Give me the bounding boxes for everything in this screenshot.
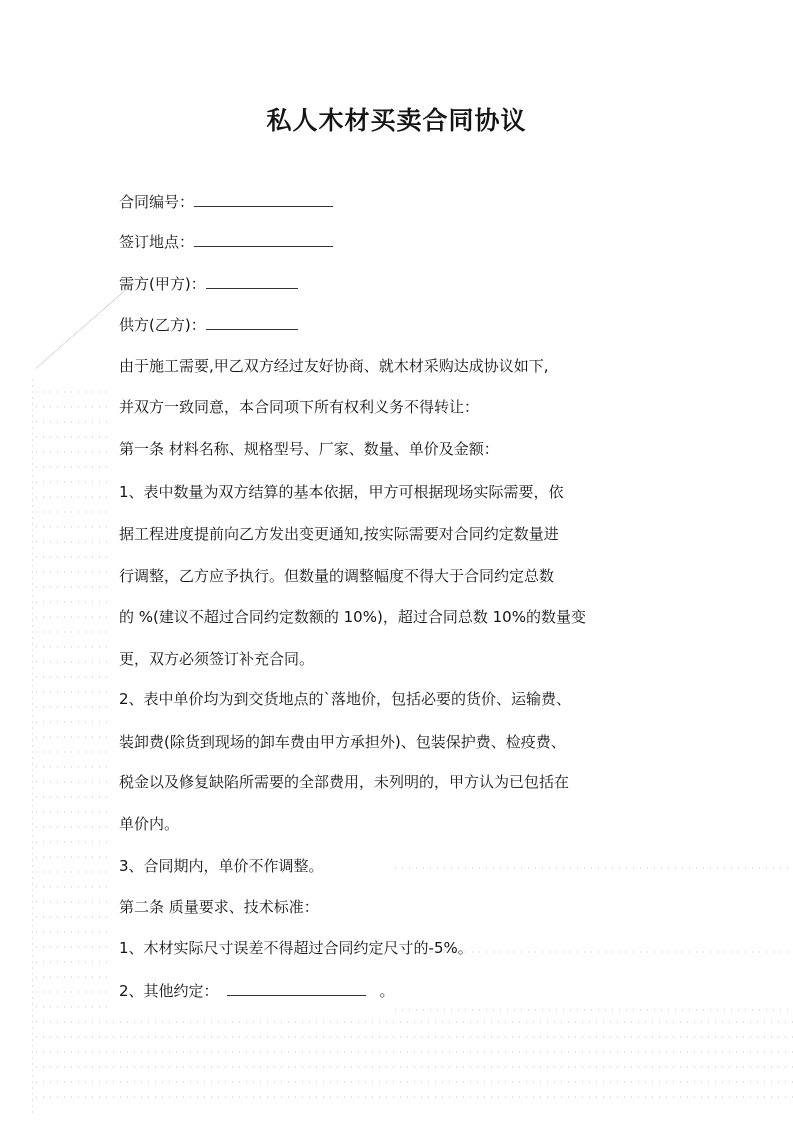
seller-blank xyxy=(206,315,298,330)
signing-location-label: 签订地点： xyxy=(119,233,195,251)
other-agreement-field xyxy=(119,981,395,1001)
signing-location-field xyxy=(119,232,333,252)
contract-number-field xyxy=(119,192,333,212)
body-line: 3、合同期内，单价不作调整。 xyxy=(119,857,324,875)
body-line: 1、木材实际尺寸误差不得超过合同约定尺寸的-5%。 xyxy=(119,939,473,957)
body-line: 税金以及修复缺陷所需要的全部费用，未列明的，甲方认为已包括在 xyxy=(119,773,570,791)
contract-number-blank xyxy=(194,192,333,207)
body-line: 2、表中单价均为到交货地点的`落地价，包括必要的货价、运输费、 xyxy=(119,690,572,708)
other-agreement-suffix: 。 xyxy=(379,982,395,1000)
seller-label: 供方(乙方)： xyxy=(119,316,206,334)
other-agreement-label: 2、其他约定： xyxy=(119,982,219,1000)
article-two-heading: 第二条 质量要求、技术标准： xyxy=(119,898,319,916)
body-line: 1、表中数量为双方结算的基本依据，甲方可根据现场实际需要，依 xyxy=(119,483,564,501)
signing-location-blank xyxy=(194,232,333,247)
body-line: 行调整，乙方应予执行。但数量的调整幅度不得大于合同约定总数 xyxy=(119,567,555,585)
body-line: 的 %(建议不超过合同约定数额的 10%)，超过合同总数 10%的数量变 xyxy=(119,608,586,626)
body-line: 并双方一致同意，本合同项下所有权利义务不得转让： xyxy=(119,398,480,416)
body-line: 据工程进度提前向乙方发出变更通知,按实际需要对合同约定数量进 xyxy=(119,525,559,543)
buyer-blank xyxy=(206,274,298,289)
document-title: 私人木材买卖合同协议 xyxy=(266,106,527,135)
buyer-label: 需方(甲方)： xyxy=(119,275,206,293)
body-line: 更，双方必须签订补充合同。 xyxy=(119,650,315,668)
other-agreement-blank xyxy=(227,981,366,996)
body-line: 装卸费(除货到现场的卸车费由甲方承担外)、包装保护费、检疫费、 xyxy=(119,733,566,751)
seller-field xyxy=(119,315,298,335)
contract-number-label: 合同编号： xyxy=(119,193,195,211)
article-one-heading: 第一条 材料名称、规格型号、厂家、数量、单价及金额： xyxy=(119,440,499,458)
buyer-field xyxy=(119,274,298,294)
body-line: 单价内。 xyxy=(119,815,180,833)
body-line: 由于施工需要,甲乙双方经过友好协商、就木材采购达成协议如下, xyxy=(119,357,549,375)
